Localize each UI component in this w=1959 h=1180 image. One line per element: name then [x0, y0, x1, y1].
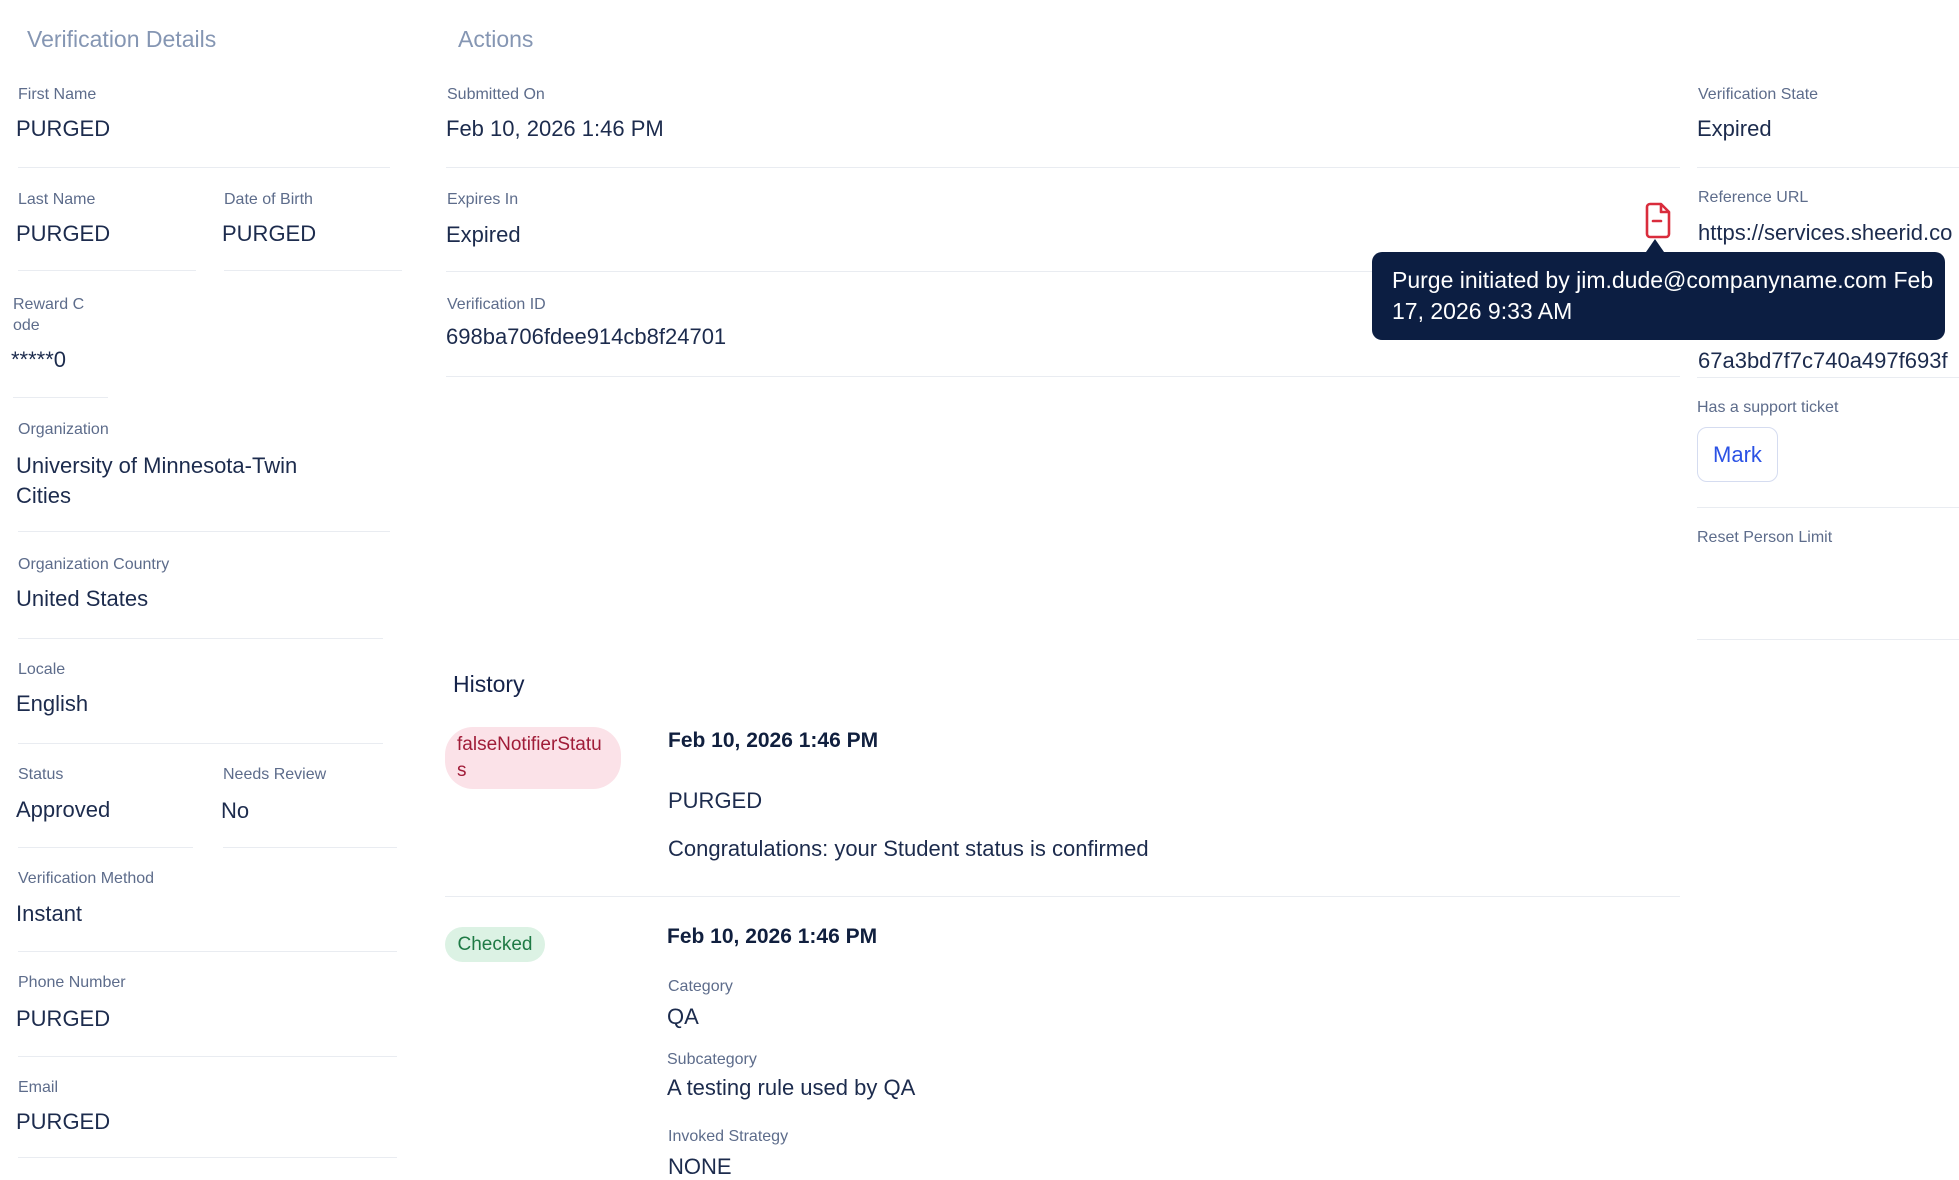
verification-state-value: Expired: [1697, 116, 1772, 141]
date-of-birth-label: Date of Birth: [224, 191, 313, 208]
organization-country-label: Organization Country: [18, 556, 170, 573]
history-title: History: [453, 671, 525, 697]
locale-label: Locale: [18, 661, 66, 678]
email-value: PURGED: [16, 1109, 111, 1134]
subcategory-value: A testing rule used by QA: [667, 1075, 916, 1100]
submitted-on-value: Feb 10, 2026 1:46 PM: [446, 116, 664, 141]
submitted-on-label: Submitted On: [447, 86, 545, 103]
tooltip-caret: [1646, 239, 1664, 252]
divider: [1697, 639, 1959, 640]
expires-in-label: Expires In: [447, 191, 519, 208]
divider: [18, 531, 390, 532]
reference-url-value: https://services.sheerid.co: [1698, 220, 1953, 245]
divider: [1697, 377, 1959, 378]
status-badge: falseNotifierStatus: [445, 727, 621, 789]
phone-number-value: PURGED: [16, 1006, 111, 1031]
purge-tooltip: [1372, 252, 1945, 340]
verification-method-label: Verification Method: [18, 870, 155, 887]
locale-value: English: [16, 691, 89, 716]
divider: [223, 847, 397, 848]
verification-details-title: Verification Details: [27, 26, 217, 52]
organization-label: Organization: [18, 421, 109, 438]
category-value: QA: [667, 1004, 699, 1029]
verification-id-value: 698ba706fdee914cb8f24701: [446, 324, 727, 349]
divider: [18, 847, 193, 848]
verification-method-value: Instant: [16, 901, 83, 926]
actions-title: Actions: [458, 26, 534, 52]
subcategory-label: Subcategory: [667, 1051, 757, 1068]
invoked-strategy-value: NONE: [668, 1154, 732, 1179]
needs-review-label: Needs Review: [223, 766, 327, 783]
last-name-value: PURGED: [16, 221, 111, 246]
divider: [1697, 167, 1959, 168]
reference-url-label: Reference URL: [1698, 189, 1809, 206]
divider: [18, 1056, 397, 1057]
history-timestamp: Feb 10, 2026 1:46 PM: [668, 729, 879, 752]
date-of-birth-value: PURGED: [222, 221, 317, 246]
file-minus-icon[interactable]: [1645, 202, 1671, 243]
reward-code-label: Reward Code: [13, 296, 85, 334]
invoked-strategy-label: Invoked Strategy: [668, 1128, 789, 1145]
divider: [18, 743, 383, 744]
divider: [18, 638, 383, 639]
organization-country-value: United States: [16, 586, 149, 611]
divider: [18, 951, 397, 952]
divider: [446, 376, 1680, 377]
divider: [18, 1157, 397, 1158]
organization-value: University of Minnesota-Twin Cities: [16, 453, 298, 508]
first-name-value: PURGED: [16, 116, 111, 141]
phone-number-label: Phone Number: [18, 974, 126, 991]
purge-tooltip-line1: Purge initiated by jim.dude@companyname.com Feb: [1392, 267, 1934, 293]
divider: [18, 270, 196, 271]
divider: [445, 896, 1680, 897]
status-value: Approved: [16, 797, 111, 822]
reset-person-limit-label: Reset Person Limit: [1697, 529, 1833, 546]
category-label: Category: [668, 978, 733, 995]
last-name-label: Last Name: [18, 191, 96, 208]
purge-tooltip-line2: 17, 2026 9:33 AM: [1392, 298, 1573, 324]
reference-url-value-continued: 67a3bd7f7c740a497f693f: [1698, 348, 1948, 373]
needs-review-value: No: [221, 798, 250, 823]
divider: [18, 167, 390, 168]
history-timestamp: Feb 10, 2026 1:46 PM: [667, 925, 878, 948]
divider: [1697, 507, 1959, 508]
reward-code-value: *****0: [11, 347, 67, 372]
mark-support-ticket-button[interactable]: Mark: [1697, 427, 1778, 482]
email-label: Email: [18, 1079, 59, 1096]
history-message: Congratulations: your Student status is confirmed: [668, 836, 1149, 861]
verification-state-label: Verification State: [1698, 86, 1819, 103]
expires-in-value: Expired: [446, 222, 521, 247]
status-label: Status: [18, 766, 64, 783]
first-name-label: First Name: [18, 86, 97, 103]
divider: [446, 167, 1680, 168]
history-message: PURGED: [668, 788, 763, 813]
verification-id-label: Verification ID: [447, 296, 546, 313]
status-badge: Checked: [445, 927, 545, 962]
divider: [13, 397, 108, 398]
divider: [224, 270, 402, 271]
support-ticket-label: Has a support ticket: [1697, 399, 1839, 416]
